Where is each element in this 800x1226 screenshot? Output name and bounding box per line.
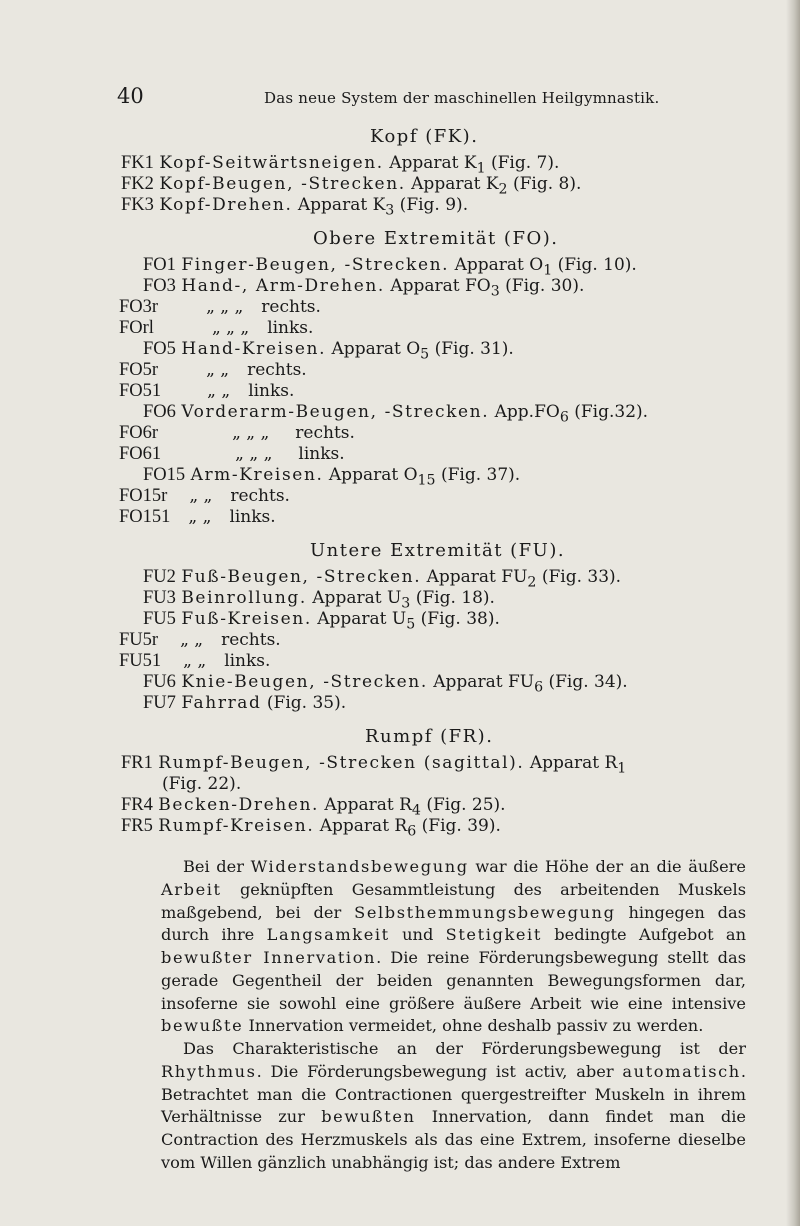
entry-fu6: FU6 Knie-Beugen, -Strecken. Apparat $FU_6$ (Fig. 34). xyxy=(143,672,628,696)
entry-fo15: FO15 Arm-Kreisen. Apparat $O_{15}$ (Fig. 37). xyxy=(143,465,521,489)
page-number: 40 xyxy=(117,84,144,108)
entry-fk1: FK1 Kopf-Seitwärtsneigen. Apparat $K_1$ (Fig. 7). xyxy=(121,153,560,177)
entry-fu5r: FU5r „ „ rechts. xyxy=(119,630,281,650)
entry-fo1: FO1 Finger-Beugen, -Strecken. Apparat $O_1$ (Fig. 10). xyxy=(143,255,637,279)
entry-fo6: FO6 Vorderarm-Beugen, -Strecken. $App.FO_6$ (Fig.32). xyxy=(143,402,649,426)
entry-fu7: FU7 Fahrrad (Fig. 35). xyxy=(143,693,347,713)
entry-fo15r: FO15r „ „ rechts. xyxy=(119,486,290,506)
entry-fo61: FO61 „ „ „ links. xyxy=(119,444,345,464)
heading-kopf: Kopf (FK). xyxy=(370,126,479,147)
entry-fo5r: FO5r „ „ rechts. xyxy=(119,360,307,380)
entry-fk2: FK2 Kopf-Beugen, -Strecken. Apparat $K_2$ (Fig. 8). xyxy=(121,174,582,198)
body-text xyxy=(161,856,746,1175)
entry-fu51: FU51 „ „ links. xyxy=(119,651,271,671)
heading-rumpf: Rumpf (FR). xyxy=(365,726,494,747)
entry-fr1: FR1 Rumpf-Beugen, -Strecken (sagittal). Apparat $R_1$ xyxy=(121,753,627,777)
entry-fu3: FU3 Beinrollung. Apparat $U_3$ (Fig. 18). xyxy=(143,588,495,612)
entry-fu2: FU2 Fuß-Beugen, -Strecken. Apparat $FU_2$ (Fig. 33). xyxy=(143,567,622,591)
entry-fo151: FO151 „ „ links. xyxy=(119,507,276,527)
entry-fk3: FK3 Kopf-Drehen. Apparat $K_3$ (Fig. 9). xyxy=(121,195,469,219)
paragraph-1: Bei der Widerstandsbewegung war die Höhe der an die äußere Arbeit geknüpften Gesammtleistung des arbeitenden Muskels maßgebend, bei der Selbsthemmungsbewegung hingegen das durch ihre Langsamkeit und Stetigkeit bedingte Aufgebot an bewußter Innervation. Die reine Förderungsbewegung stellt das gerade Gegentheil der beiden genannten Bewegungsformen dar, insoferne sie sowohl eine größere äußere Arbeit wie eine intensive bewußte Innervation vermeidet, ohne deshalb passiv zu werden. xyxy=(161,857,747,1036)
heading-obere: Obere Extremität (FO). xyxy=(313,228,559,249)
heading-untere: Untere Extremität (FU). xyxy=(310,540,566,561)
entry-fr1-cont: (Fig. 22). xyxy=(162,774,242,794)
entry-forl: FOrl „ „ „ links. xyxy=(119,318,314,338)
paragraph-2: Das Charakteristische an der Förderungsbewegung ist der Rhythmus. Die Förderungsbewegung ist activ, aber automatisch. Betrachtet man die Contractionen quergestreifter Muskeln in ihrem Verhältnisse zur bewußten Innervation, dann findet man die Contraction des Herzmuskels als das eine Extrem, insoferne dieselbe vom Willen gänzlich unabhängig ist; das andere Extrem xyxy=(161,1039,747,1172)
entry-fo3r: FO3r „ „ „ rechts. xyxy=(119,297,321,317)
running-title: Das neue System der maschinellen Heilgymnastik. xyxy=(264,89,660,107)
entry-fo51: FO51 „ „ links. xyxy=(119,381,295,401)
entry-fr4: FR4 Becken-Drehen. Apparat $R_4$ (Fig. 25). xyxy=(121,795,506,819)
entry-fr5: FR5 Rumpf-Kreisen. Apparat $R_6$ (Fig. 39). xyxy=(121,816,501,840)
entry-fo3: FO3 Hand-, Arm-Drehen. Apparat $FO_3$ (Fig. 30). xyxy=(143,276,585,300)
entry-fo5: FO5 Hand-Kreisen. Apparat $O_5$ (Fig. 31). xyxy=(143,339,514,363)
entry-fo6r: FO6r „ „ „ rechts. xyxy=(119,423,355,443)
entry-fu5: FU5 Fuß-Kreisen. Apparat $U_5$ (Fig. 38). xyxy=(143,609,500,633)
